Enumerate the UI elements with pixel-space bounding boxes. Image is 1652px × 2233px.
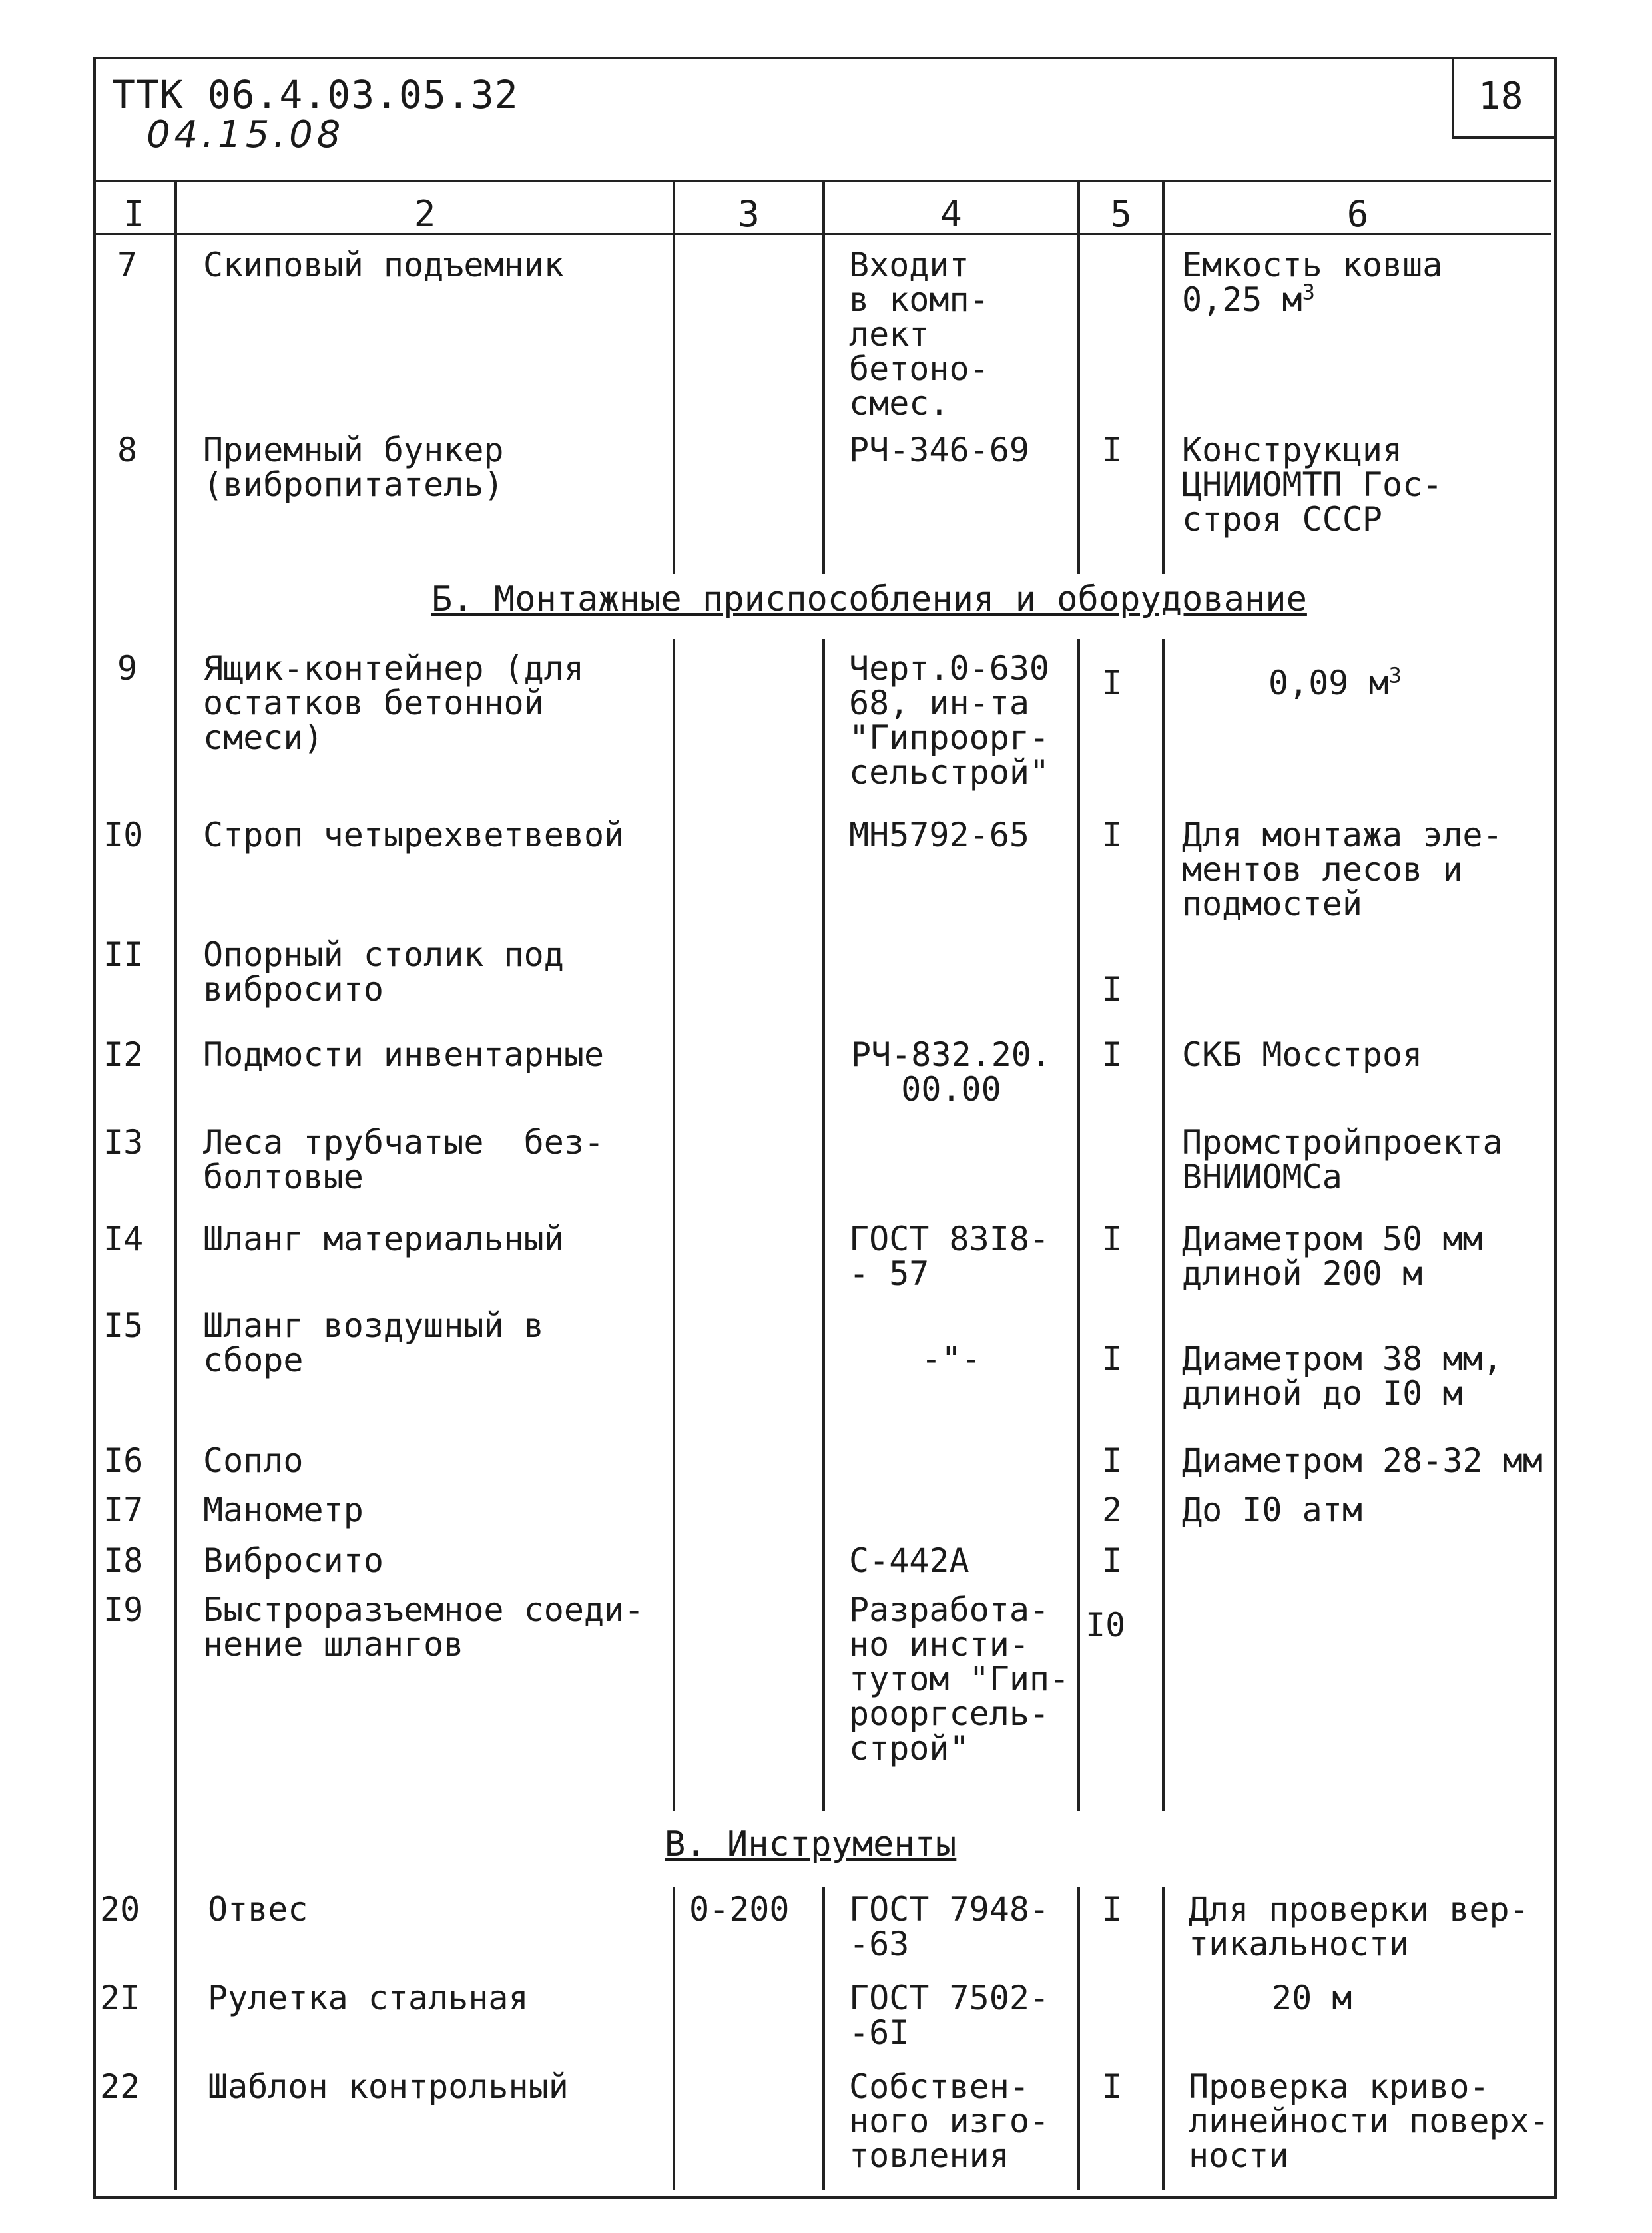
item-name: Быстроразъемное соеди- нение шлангов [203, 1591, 645, 1664]
row-number: I7 [103, 1491, 144, 1529]
item-note [1182, 248, 1442, 317]
row-number: 8 [117, 431, 138, 469]
cubic-superscript: 3 [1302, 279, 1315, 305]
column-header: I [123, 193, 145, 235]
column-header: 3 [738, 193, 760, 235]
row-number: I5 [103, 1306, 144, 1345]
item-quantity: I [1102, 431, 1123, 469]
row-number: I3 [103, 1123, 144, 1162]
column-divider [1077, 181, 1080, 574]
row-number: 9 [117, 649, 138, 688]
column-divider [673, 639, 675, 1811]
row-number: I0 [103, 816, 144, 854]
item-name: Подмости инвентарные [203, 1035, 605, 1074]
item-note: Диаметром 50 мм длиной 200 м [1182, 1220, 1483, 1293]
item-reference: РЧ-346-69 [849, 431, 1029, 469]
item-quantity: I [1102, 970, 1123, 1009]
item-note: Проверка криво- линейности поверх- ности [1189, 2067, 1549, 2175]
row-number: 22 [100, 2067, 140, 2106]
row-number: I6 [103, 1441, 144, 1480]
item-quantity: 2 [1102, 1491, 1123, 1529]
item-note: Промстройпроекта ВНИИОМСа [1182, 1123, 1503, 1196]
row-number: I2 [103, 1035, 144, 1074]
item-note: До I0 атм [1182, 1491, 1362, 1529]
item-range: 0-200 [689, 1890, 790, 1929]
item-reference: С-442А [849, 1541, 969, 1580]
item-note: Диаметром 38 мм, длиной до I0 м [1182, 1340, 1503, 1413]
column-divider [1162, 1887, 1165, 2190]
section-title: Б. Монтажные приспособления и оборудование [431, 579, 1307, 619]
column-divider [1162, 639, 1165, 1811]
column-divider [822, 181, 825, 574]
row-number: I9 [103, 1591, 144, 1629]
handwritten-date: 04.15.08 [146, 113, 345, 156]
item-name: Сопло [203, 1441, 304, 1480]
item-note-text: 0,09 м [1268, 664, 1389, 702]
row-number: I4 [103, 1220, 144, 1258]
item-note: Диаметром 28-32 мм [1182, 1441, 1543, 1480]
column-header: 5 [1110, 193, 1132, 235]
item-reference: ГОСТ 7948- -63 [849, 1890, 1050, 1963]
item-quantity: I [1102, 2067, 1123, 2106]
item-reference: ГОСТ 7502- -6I [849, 1979, 1050, 2052]
column-divider [822, 1887, 825, 2190]
item-reference: МН5792-65 [849, 816, 1029, 854]
item-quantity: I [1102, 664, 1123, 702]
item-name: Скиповый подъемник [203, 246, 564, 284]
item-quantity: I [1102, 1441, 1123, 1480]
column-header: 2 [413, 193, 436, 235]
item-name: Ящик-контейнер (для остатков бетонной смеси) [203, 649, 584, 757]
document-code: ТТК 06.4.03.05.32 [112, 72, 519, 117]
row-number: I8 [103, 1541, 144, 1580]
item-name: Манометр [203, 1491, 364, 1529]
item-quantity: I [1102, 1220, 1123, 1258]
item-name: Шланг материальный [203, 1220, 564, 1258]
cubic-superscript: 3 [1388, 662, 1402, 688]
item-name: Отвес [208, 1890, 308, 1929]
column-header: 4 [940, 193, 962, 235]
row-number: 7 [117, 246, 138, 284]
column-header: 6 [1346, 193, 1369, 235]
item-quantity: I0 [1085, 1606, 1126, 1644]
item-quantity: I [1102, 1541, 1123, 1580]
row-number: II [103, 935, 144, 974]
item-note: Конструкция ЦНИИОМТП Гос- строя СССР [1182, 431, 1443, 539]
item-reference: Входит в комп- лект бетоно- смес. [849, 246, 989, 423]
item-reference: Черт.0-630 68, ин-та "Гипроорг- сельстрой" [849, 649, 1050, 792]
column-divider [174, 181, 177, 2190]
item-name: Шаблон контрольный [208, 2067, 569, 2106]
item-reference: Собствен- ного изго- товления [849, 2067, 1050, 2175]
column-divider [673, 1887, 675, 2190]
item-reference: Разработа- но инсти- тутом "Гип- рооргсель- строй" [849, 1591, 1070, 1768]
page-number: 18 [1478, 75, 1523, 118]
item-note: 20 м [1272, 1979, 1352, 2017]
item-note: СКБ Мосстроя [1182, 1035, 1423, 1074]
row-number: 2I [100, 1979, 140, 2017]
item-quantity: I [1102, 1035, 1123, 1074]
item-name: Опорный столик под вибросито [203, 935, 564, 1009]
column-divider [1077, 1887, 1080, 2190]
item-note [1268, 662, 1402, 702]
column-divider [673, 181, 675, 574]
item-reference: -"- [921, 1340, 981, 1378]
item-reference: ГОСТ 83I8- - 57 [849, 1220, 1050, 1293]
item-name: Леса трубчатые без- болтовые [203, 1123, 605, 1196]
column-divider [1162, 181, 1165, 574]
item-name: Шланг воздушный в сборе [203, 1306, 544, 1379]
item-name: Рулетка стальная [208, 1979, 529, 2017]
item-name: Вибросито [203, 1541, 384, 1580]
item-note-text: Емкость ковша 0,25 м [1182, 246, 1443, 319]
item-quantity: I [1102, 816, 1123, 854]
item-name: Приемный бункер (вибропитатель) [203, 431, 504, 504]
item-reference: РЧ-832.20. 00.00 [850, 1035, 1052, 1109]
item-note: Для монтажа эле- ментов лесов и подмостей [1182, 816, 1503, 923]
column-divider [1077, 639, 1080, 1811]
item-quantity: I [1102, 1890, 1123, 1929]
section-title: В. Инструменты [665, 1824, 957, 1864]
item-name: Строп четырехветвевой [203, 816, 625, 854]
column-divider [822, 639, 825, 1811]
item-note: Для проверки вер- тикальности [1189, 1890, 1529, 1963]
row-number: 20 [100, 1890, 140, 1929]
item-quantity: I [1102, 1340, 1123, 1378]
